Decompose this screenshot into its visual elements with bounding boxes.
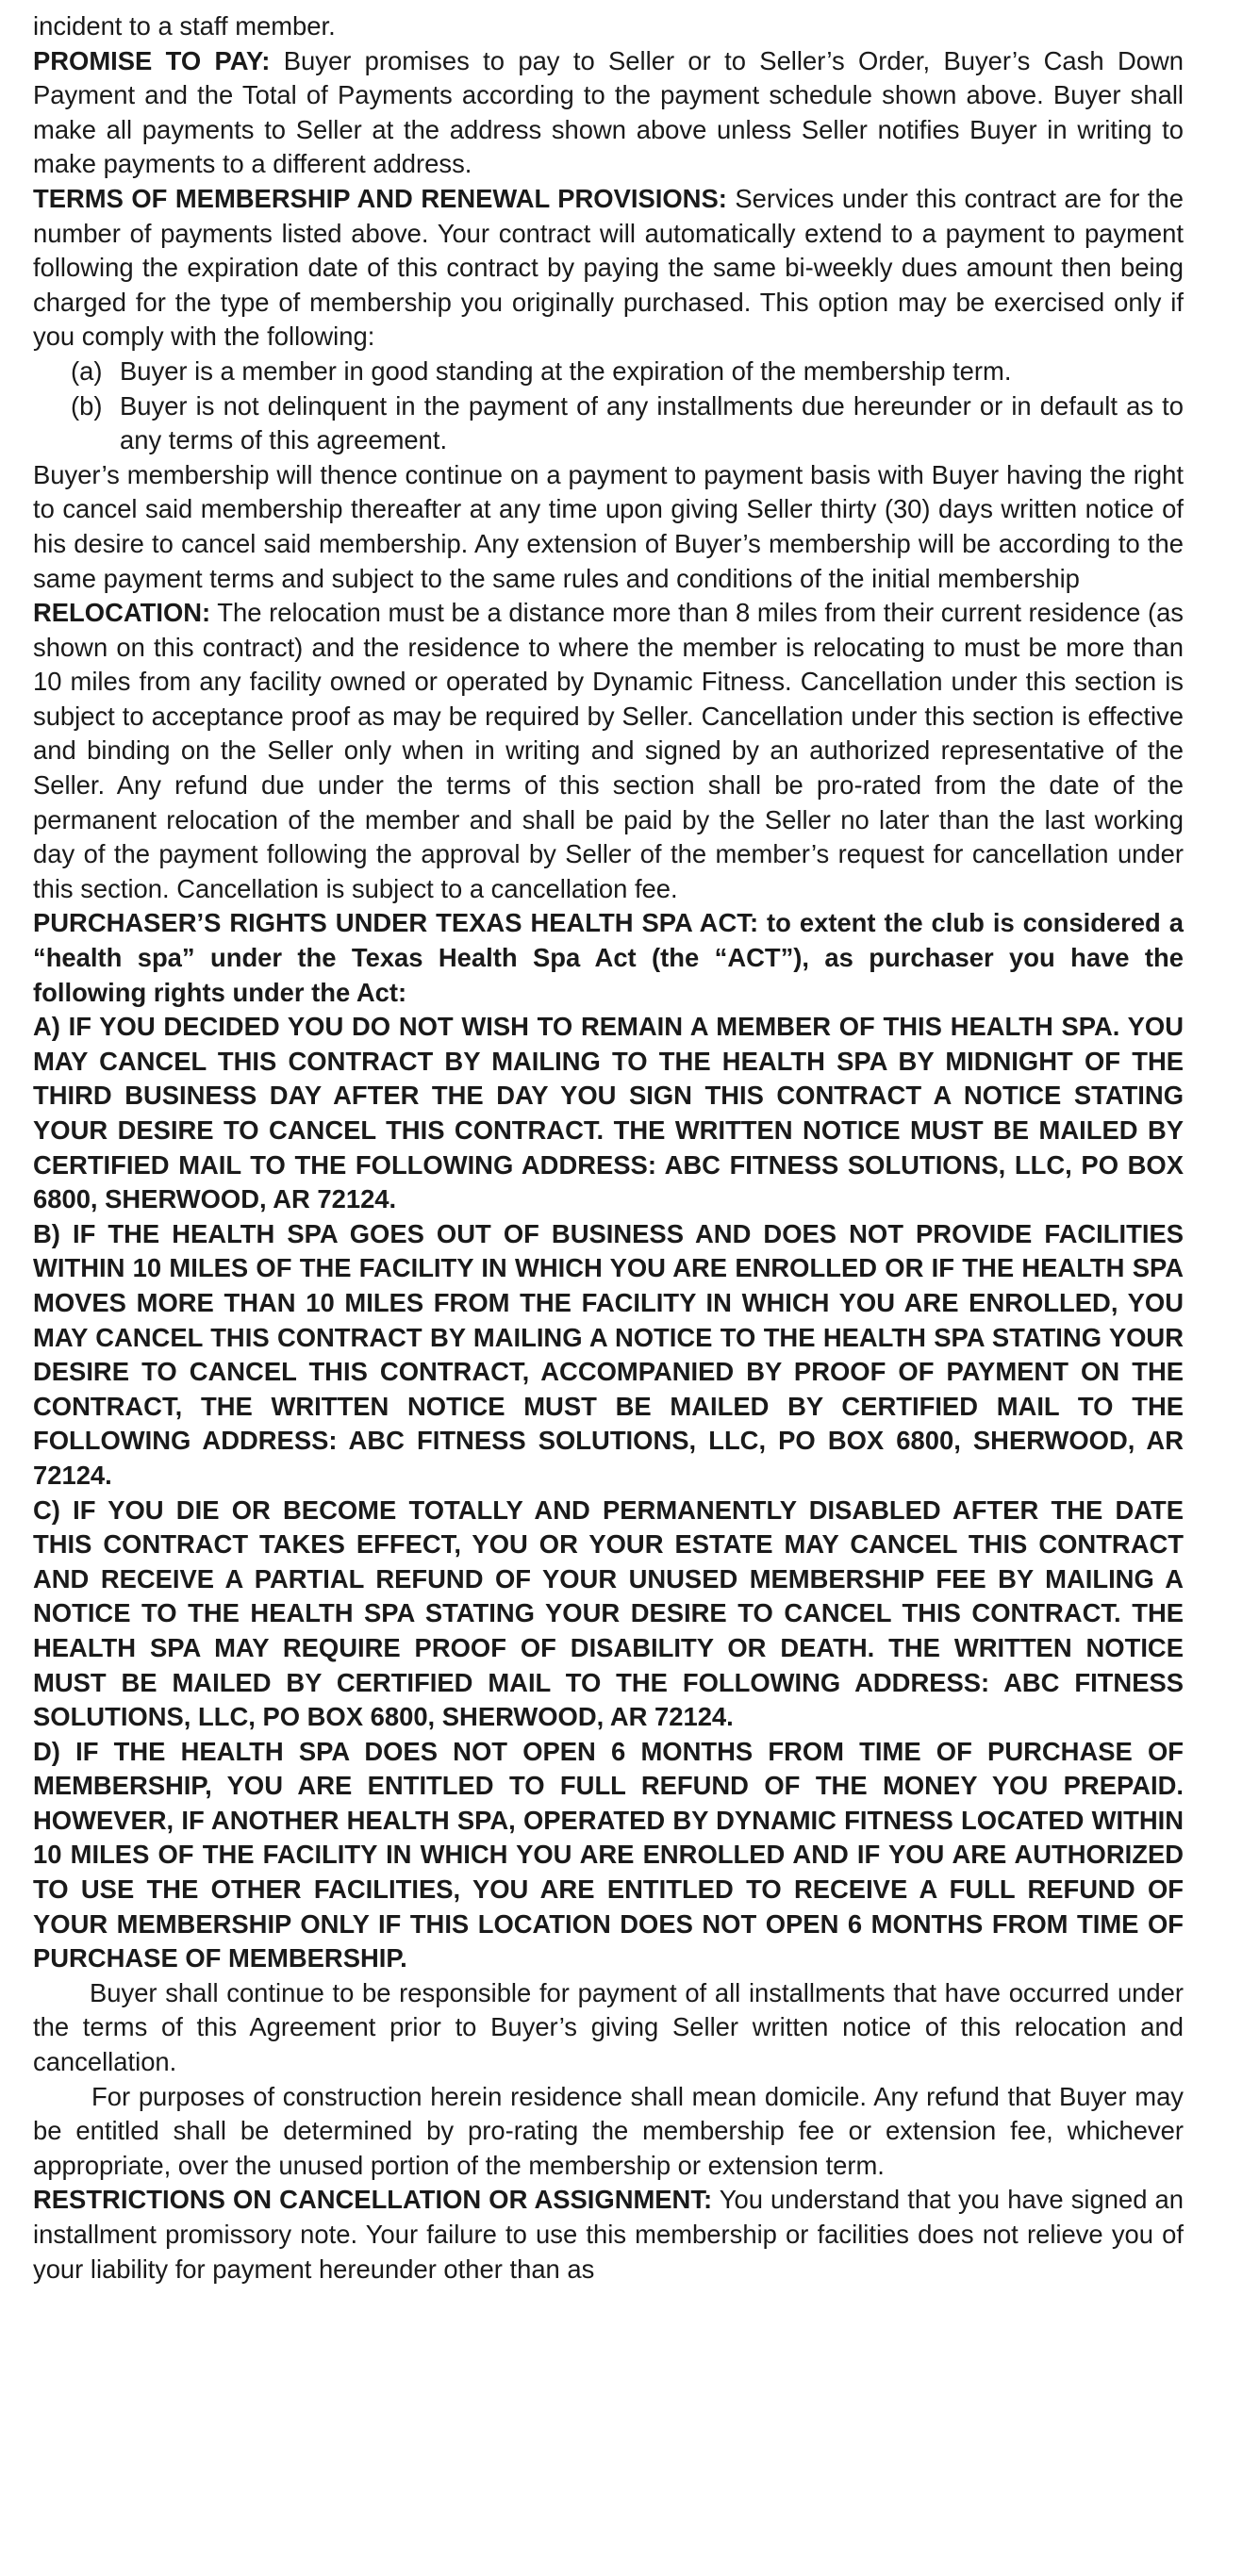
relocation-heading: RELOCATION: — [33, 598, 211, 628]
terms-item-marker: (a) — [71, 355, 103, 386]
promise-to-pay-section — [33, 44, 1184, 182]
rights-clause-c: C) IF YOU DIE OR BECOME TOTALLY AND PERMANENTLY DISABLED AFTER THE DATE THIS CONTRACT TAKES EFFECT, YOU OR YOUR ESTATE MAY CANCEL THIS CONTRACT AND RECEIVE A PARTIAL REFUND OF YOUR UNUSED MEMBERSHIP FEE BY MAILING A NOTICE TO THE HEALTH SPA STATING YOUR DESIRE TO CANCEL THIS CONTRACT. THE HEALTH SPA MAY REQUIRE PROOF OF DISABILITY OR DEATH. THE WRITTEN NOTICE MUST BE MAILED BY CERTIFIED MAIL TO THE FOLLOWING ADDRESS: ABC FITNESS SOLUTIONS, LLC, PO BOX 6800, SHERWOOD, AR 72124. — [33, 1494, 1184, 1732]
terms-item-b — [33, 389, 1184, 458]
terms-item-a — [33, 355, 1184, 389]
promise-heading: PROMISE TO PAY: — [33, 45, 271, 75]
terms-item-marker: (b) — [71, 390, 103, 421]
rights-clause-d: D) IF THE HEALTH SPA DOES NOT OPEN 6 MONTHS FROM TIME OF PURCHASE OF MEMBERSHIP, YOU ARE ENTITLED TO FULL REFUND OF THE MONEY YOU PREPAID. HOWEVER, IF ANOTHER HEALTH SPA, OPERATED BY DYNAMIC FITNESS LOCATED WITHIN 10 MILES OF THE FACILITY IN WHICH YOU ARE ENROLLED AND IF YOU ARE AUTHORIZED TO USE THE OTHER FACILITIES, YOU ARE ENTITLED TO RECEIVE A FULL REFUND OF YOUR MEMBERSHIP ONLY IF THIS LOCATION DOES NOT OPEN 6 MONTHS FROM TIME OF PURCHASE OF MEMBERSHIP. — [33, 1736, 1184, 1973]
rights-clause-a: A) IF YOU DECIDED YOU DO NOT WISH TO REMAIN A MEMBER OF THIS HEALTH SPA. YOU MAY CANCEL THIS CONTRACT BY MAILING TO THE HEALTH SPA BY MIDNIGHT OF THE THIRD BUSINESS DAY AFTER THE DAY YOU SIGN THIS CONTRACT A NOTICE STATING YOUR DESIRE TO CANCEL THIS CONTRACT. THE WRITTEN NOTICE MUST BE MAILED BY CERTIFIED MAIL TO THE FOLLOWING ADDRESS: ABC FITNESS SOLUTIONS, LLC, PO BOX 6800, SHERWOOD, AR 72124. — [33, 1012, 1184, 1214]
restrictions-text: You understand that you have signed an installment promissory note. Your failure to use this membership or facilities does not relieve you of your liability for payment hereunder other than as — [33, 2185, 1184, 2284]
intro-fragment: incident to a staff member. — [33, 11, 336, 41]
terms-text: Services under this contract are for the number of payments listed above. Your contract will automatically extend to a payment to payment following the expiration date of this contract by paying the same bi-weekly dues amount then being charged for the type of membership you originally purchased. This option may be exercised only if you comply with the following: — [33, 183, 1184, 352]
promise-text: Buyer promises to pay to Seller or to Seller’s Order, Buyer’s Cash Down Payment and the Total of Payments according to the payment schedule shown above. Buyer shall make all payments to Seller at the address shown above unless Seller notifies Buyer in writing to make payments to a different address. — [33, 45, 1184, 179]
terms-heading: TERMS OF MEMBERSHIP AND RENEWAL PROVISIONS: — [33, 183, 727, 213]
relocation-text: The relocation must be a distance more than 8 miles from their current residence (as shown on this contract) and the residence to where the member is relocating to must be more than 10 miles from any facility owned or operated by Dynamic Fitness. Cancellation under this section is subject to acceptance proof as may be required by Seller. Cancellation under this section is effective and binding on the Seller only when in writing and signed by an authorized representative of the Seller. Any refund due under the terms of this section shall be pro-rated from the date of the permanent relocation of the member and shall be paid by the Seller no later than the last working day of the payment following the approval by Seller of the member’s request for cancellation under this section. Cancellation is subject to a cancellation fee. — [33, 598, 1184, 903]
terms-item-text: Buyer is not delinquent in the payment of any installments due hereunder or in default as to any terms of this agreement. — [120, 390, 1184, 455]
buyer-responsible-paragraph: Buyer shall continue to be responsible for payment of all installments that have occurred under the terms of this Agreement prior to Buyer’s giving Seller written notice of this relocation and cancellation. — [33, 1977, 1184, 2077]
rights-clause-b: B) IF THE HEALTH SPA GOES OUT OF BUSINESS AND DOES NOT PROVIDE FACILITIES WITHIN 10 MILES OF THE FACILITY IN WHICH YOU ARE ENROLLED OR IF THE HEALTH SPA MOVES MORE THAN 10 MILES FROM THE FACILITY IN WHICH YOU ARE ENROLLED, YOU MAY CANCEL THIS CONTRACT BY MAILING A NOTICE TO THE HEALTH SPA STATING YOUR DESIRE TO CANCEL THIS CONTRACT, ACCOMPANIED BY PROOF OF PAYMENT ON THE CONTRACT, THE WRITTEN NOTICE MUST BE MAILED BY CERTIFIED MAIL TO THE FOLLOWING ADDRESS: ABC FITNESS SOLUTIONS, LLC, PO BOX 6800, SHERWOOD, AR 72124. — [33, 1218, 1184, 1490]
terms-section — [33, 182, 1184, 355]
restrictions-heading: RESTRICTIONS ON CANCELLATION OR ASSIGNMENT: — [33, 2185, 713, 2215]
construction-paragraph: For purposes of construction herein residence shall mean domicile. Any refund that Buyer may be entitled shall be determined by pro-rating the membership fee or extension fee, whichever appropriate, over the unused portion of the membership or extension term. — [33, 2081, 1184, 2180]
terms-item-text: Buyer is a member in good standing at the expiration of the membership term. — [120, 355, 1012, 386]
restrictions-section — [33, 2183, 1184, 2287]
rights-heading: PURCHASER’S RIGHTS UNDER TEXAS HEALTH SPA ACT: to extent the club is considered a “health spa” under the Texas Health Spa Act (the “ACT”), as purchaser you have the following rights under the Act: — [33, 908, 1184, 1007]
terms-after-text: Buyer’s membership will thence continue on a payment to payment basis with Buyer having the right to cancel said membership thereafter at any time upon giving Seller thirty (30) days written notice of his desire to cancel said membership. Any extension of Buyer’s membership will be according to the same payment terms and subject to the same rules and conditions of the initial membership — [33, 459, 1184, 593]
relocation-section — [33, 596, 1184, 906]
